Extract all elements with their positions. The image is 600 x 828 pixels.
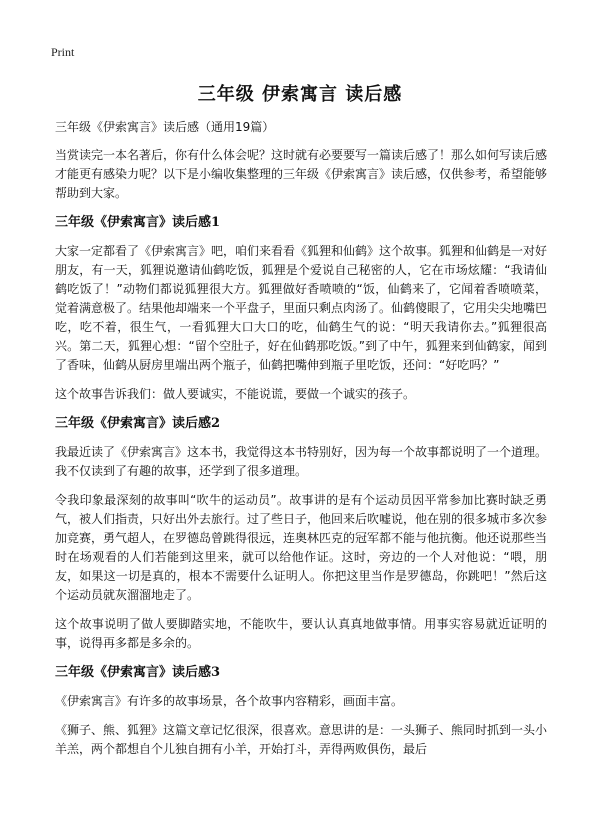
section-2-paragraph-3: 这个故事说明了做人要脚踏实地，不能吹牛，要认认真真地做事情。用事实容易就近证明的事，说得再多都是多余的。 — [55, 617, 547, 650]
section-1-paragraph-1: 大家一定都看了《伊索寓言》吧，咱们来看看《狐狸和仙鹤》这个故事。狐狸和仙鹤是一对好朋友，有一天，狐狸说邀请仙鹤吃饭，狐狸是个爱说自己秘密的人，它在市场炫耀：“我请仙鹤吃饭了！”动物们都说狐狸很大方。狐狸做好香喷喷的“饭，仙鹤来了，它闻着香喷喷菜，觉着满意极了。结果他却端来一个平盘子，里面只剩点肉汤了。仙鹤傻眼了，它用尖尖地嘴巴吃，吃不着，很生气，一看狐狸大口大口的吃，仙鹤生气的说：“明天我请你去。”狐狸很高兴。第二天，狐狸心想：“留个空肚子，好在仙鹤那吃饭。”到了中午，狐狸来到仙鹤家，闻到了香味，仙鹤从厨房里端出两个瓶子，仙鹤把嘴伸到瓶子里吃饭，还问：“好吃吗？” — [55, 244, 548, 372]
article-body — [55, 118, 547, 769]
intro-paragraph: 当赏读完一本名著后，你有什么体会呢？这时就有必要要写一篇读后感了！那么如何写读后感才能更有感染力呢？以下是小编收集整理的三年级《伊索寓言》读后感，仅供参考，希望能够帮助到大家。 — [55, 148, 548, 200]
section-heading-2: 三年级《伊索寓言》读后感2 — [55, 416, 221, 431]
section-heading-3: 三年级《伊索寓言》读后感3 — [55, 665, 221, 680]
section-heading-1: 三年级《伊索寓言》读后感1 — [55, 215, 221, 230]
section-3-paragraph-1: 《伊索寓言》有许多的故事场景，各个故事内容精彩，画面丰富。 — [55, 694, 404, 708]
section-1-paragraph-2: 这个故事告诉我们：做人要诚实，不能说谎，要做一个诚实的孩子。 — [55, 387, 416, 401]
section-2-paragraph-1: 我最近读了《伊索寓言》这本书，我觉得这本书特别好，因为每一个故事都说明了一个道理。我不仅读到了有趣的故事，还学到了很多道理。 — [55, 445, 548, 478]
article-subtitle: 三年级《伊索寓言》读后感（通用19篇） — [55, 120, 275, 134]
page-title: 三年级 伊索寓言 读后感 — [197, 84, 403, 105]
section-3-paragraph-2: 《狮子、熊、狐狸》这篇文章记忆很深，很喜欢。意思讲的是：一头狮子、熊同时抓到一头小羊羔，两个都想自个儿独自拥有小羊，开始打斗，弄得两败俱伤，最后 — [55, 723, 548, 756]
print-link[interactable]: Print — [51, 45, 75, 59]
section-2-paragraph-2: 令我印象最深刻的故事叫“吹牛的运动员”。故事讲的是有个运动员因平常参加比赛时缺乏勇气，被人们指责，只好出外去旅行。过了些日子，他回来后吹嘘说，他在别的很多城市多次参加竞赛，勇气超人，在罗德岛曾跳得很远，连奥林匹克的冠军都不能与他抗衡。他还说那些当时在场观看的人们若能到这里来，就可以给他作证。这时，旁边的一个人对他说：“喂，朋友，如果这一切是真的，根本不需要什么证明人。你把这里当作是罗德岛，你跳吧！”然后这个运动员就灰溜溜地走了。 — [55, 493, 548, 602]
